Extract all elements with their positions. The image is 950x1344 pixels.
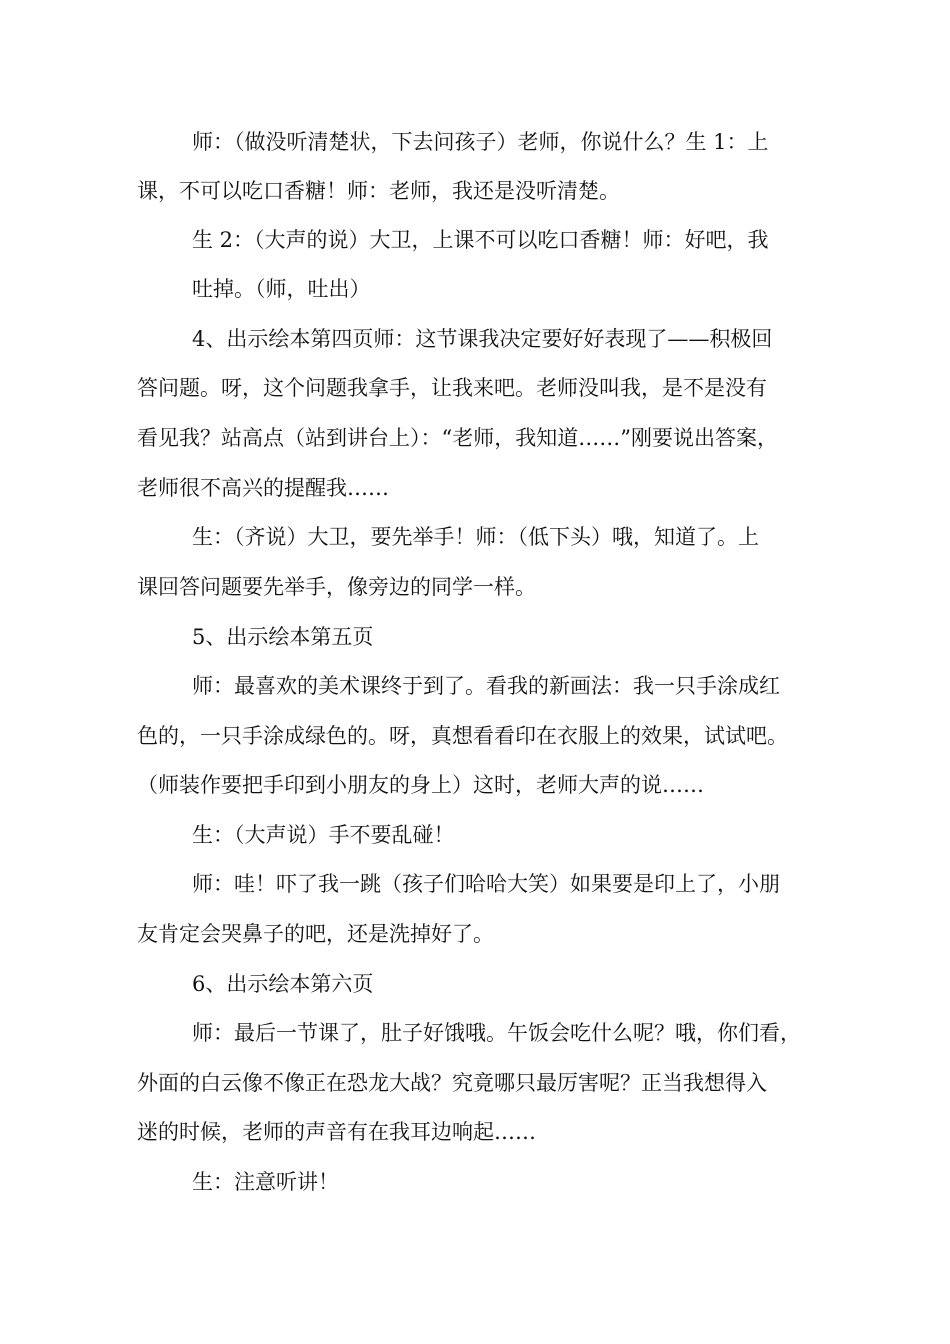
text-line: 答问题。呀，这个问题我拿手，让我来吧。老师没叫我，是不是没有 [137,376,767,400]
text-line: 老师很不高兴的提醒我…… [137,476,389,500]
text-line: 生：注意听讲！ [192,1170,339,1194]
text-line: 生 2：（大声的说）大卫，上课不可以吃口香糖！师：好吧，我 [192,228,769,252]
text-line: 看见我？站高点（站到讲台上）：“老师，我知道……”刚要说出答案， [137,426,778,450]
text-line: 生：（齐说）大卫，要先举手！师：（低下头）哦，知道了。上 [192,525,759,549]
text-line: 友肯定会哭鼻子的吧，还是洗掉好了。 [137,922,494,946]
text-line: 师：最喜欢的美术课终于到了。看我的新画法：我一只手涂成红 [192,674,780,698]
text-line: 5、出示绘本第五页 [192,625,374,649]
text-line: 师：最后一节课了，肚子好饿哦。午饭会吃什么呢？哦，你们看， [192,1021,801,1045]
text-line: 外面的白云像不像正在恐龙大战？究竟哪只最厉害呢？正当我想得入 [137,1071,767,1095]
text-line: 6、出示绘本第六页 [192,972,374,996]
text-line: 课，不可以吃口香糖！师：老师，我还是没听清楚。 [137,179,620,203]
text-line: 4、出示绘本第四页师：这节课我决定要好好表现了——积极回 [192,327,773,351]
text-line: 课回答问题要先举手，像旁边的同学一样。 [137,575,536,599]
text-line: 生：（大声说）手不要乱碰！ [192,823,455,847]
text-line: （师装作要把手印到小朋友的身上）这时，老师大声的说…… [137,773,704,797]
text-line: 师：（做没听清楚状，下去问孩子）老师，你说什么？生 1：上 [192,130,769,154]
text-line: 师：哇！吓了我一跳（孩子们哈哈大笑）如果要是印上了，小朋 [192,872,780,896]
text-line: 色的，一只手涂成绿色的。呀，真想看看印在衣服上的效果，试试吧。 [137,724,788,748]
text-line: 迷的时候，老师的声音有在我耳边响起…… [137,1120,536,1144]
text-line: 吐掉。（师，吐出） [192,277,371,301]
